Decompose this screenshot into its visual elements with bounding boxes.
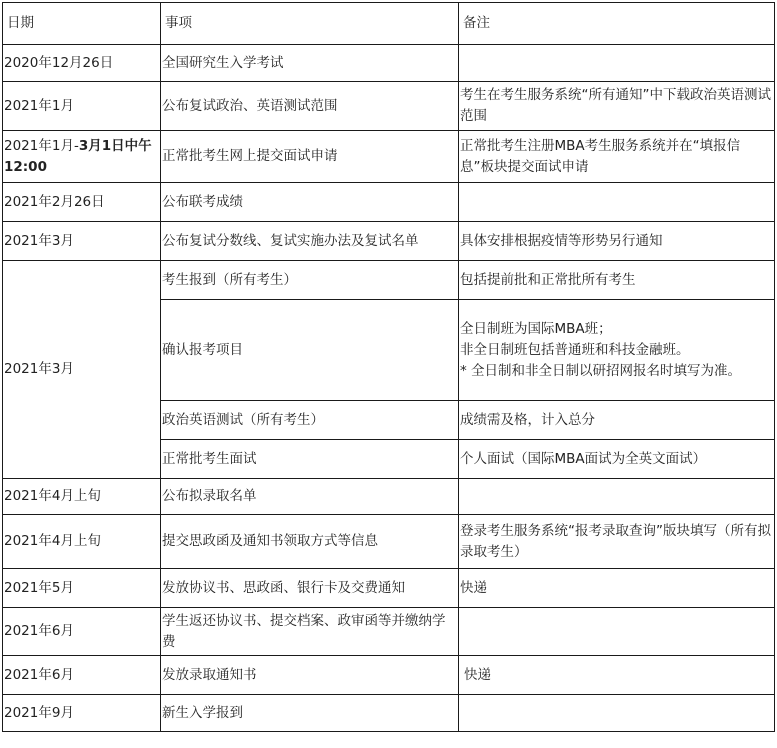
date-cell: 2021年2月26日: [3, 183, 161, 222]
note-cell: [459, 45, 775, 82]
header-note: 备注: [459, 3, 775, 45]
note-cell: [459, 695, 775, 732]
note-cell: [459, 183, 775, 222]
item-cell: 全国研究生入学考试: [161, 45, 459, 82]
item-cell: 发放协议书、思政函、银行卡及交费通知: [161, 569, 459, 608]
item-cell: 正常批考生面试: [161, 440, 459, 479]
item-cell: 确认报考项目: [161, 300, 459, 401]
note-cell: 正常批考生注册MBA考生服务系统并在“填报信息”板块提交面试申请: [459, 131, 775, 183]
item-cell: 公布拟录取名单: [161, 479, 459, 515]
table-row: [3, 131, 775, 183]
table-row: [3, 515, 775, 569]
table-row: [3, 569, 775, 608]
date-cell: 2021年4月上旬: [3, 515, 161, 569]
date-range-start: 2021年1月-: [4, 137, 79, 154]
schedule-table: [2, 2, 775, 732]
note-cell: 考生在考生服务系统“所有通知”中下载政治英语测试范围: [459, 82, 775, 131]
date-cell: 2021年9月: [3, 695, 161, 732]
note-cell: 快递: [459, 656, 775, 695]
note-cell: 包括提前批和正常批所有考生: [459, 261, 775, 300]
item-cell: 新生入学报到: [161, 695, 459, 732]
header-item: 事项: [161, 3, 459, 45]
table-row: [3, 45, 775, 82]
note-cell: [459, 479, 775, 515]
note-cell: 登录考生服务系统“报考录取查询”版块填写（所有拟录取考生）: [459, 515, 775, 569]
item-cell: 提交思政函及通知书领取方式等信息: [161, 515, 459, 569]
date-cell: 2021年6月: [3, 608, 161, 656]
note-cell: 个人面试（国际MBA面试为全英文面试）: [459, 440, 775, 479]
date-range-end: 3月1日中午12:00: [4, 137, 152, 175]
header-row: [3, 3, 775, 45]
table-row: [3, 479, 775, 515]
table-row: [3, 695, 775, 732]
table-row: [3, 656, 775, 695]
item-cell: 学生返还协议书、提交档案、政审函等并缴纳学费: [161, 608, 459, 656]
note-line: 非全日制班包括普通班和科技金融班。: [460, 341, 690, 358]
note-line: 全日制班为国际MBA班；: [460, 320, 612, 337]
item-cell: 发放录取通知书: [161, 656, 459, 695]
table-row: [3, 261, 775, 300]
date-cell: 2020年12月26日: [3, 45, 161, 82]
note-cell: 具体安排根据疫情等形势另行通知: [459, 222, 775, 261]
item-cell: 正常批考生网上提交面试申请: [161, 131, 459, 183]
header-date: 日期: [3, 3, 161, 45]
table-row: [3, 222, 775, 261]
date-cell: 2021年1月: [3, 82, 161, 131]
date-cell: 2021年4月上旬: [3, 479, 161, 515]
table-row: [3, 183, 775, 222]
table-row: [3, 82, 775, 131]
note-cell: [459, 300, 775, 401]
note-line: * 全日制和非全日制以研招网报名时填写为准。: [460, 362, 742, 379]
note-cell: 成绩需及格，计入总分: [459, 401, 775, 440]
item-cell: 公布复试分数线、复试实施办法及复试名单: [161, 222, 459, 261]
table-row: [3, 608, 775, 656]
item-cell: 考生报到（所有考生）: [161, 261, 459, 300]
item-cell: 政治英语测试（所有考生）: [161, 401, 459, 440]
date-cell: [3, 131, 161, 183]
date-cell: 2021年3月: [3, 222, 161, 261]
date-cell: 2021年3月: [3, 261, 161, 479]
item-cell: 公布联考成绩: [161, 183, 459, 222]
date-cell: 2021年6月: [3, 656, 161, 695]
note-cell: [459, 608, 775, 656]
item-cell: 公布复试政治、英语测试范围: [161, 82, 459, 131]
note-cell: 快递: [459, 569, 775, 608]
date-cell: 2021年5月: [3, 569, 161, 608]
